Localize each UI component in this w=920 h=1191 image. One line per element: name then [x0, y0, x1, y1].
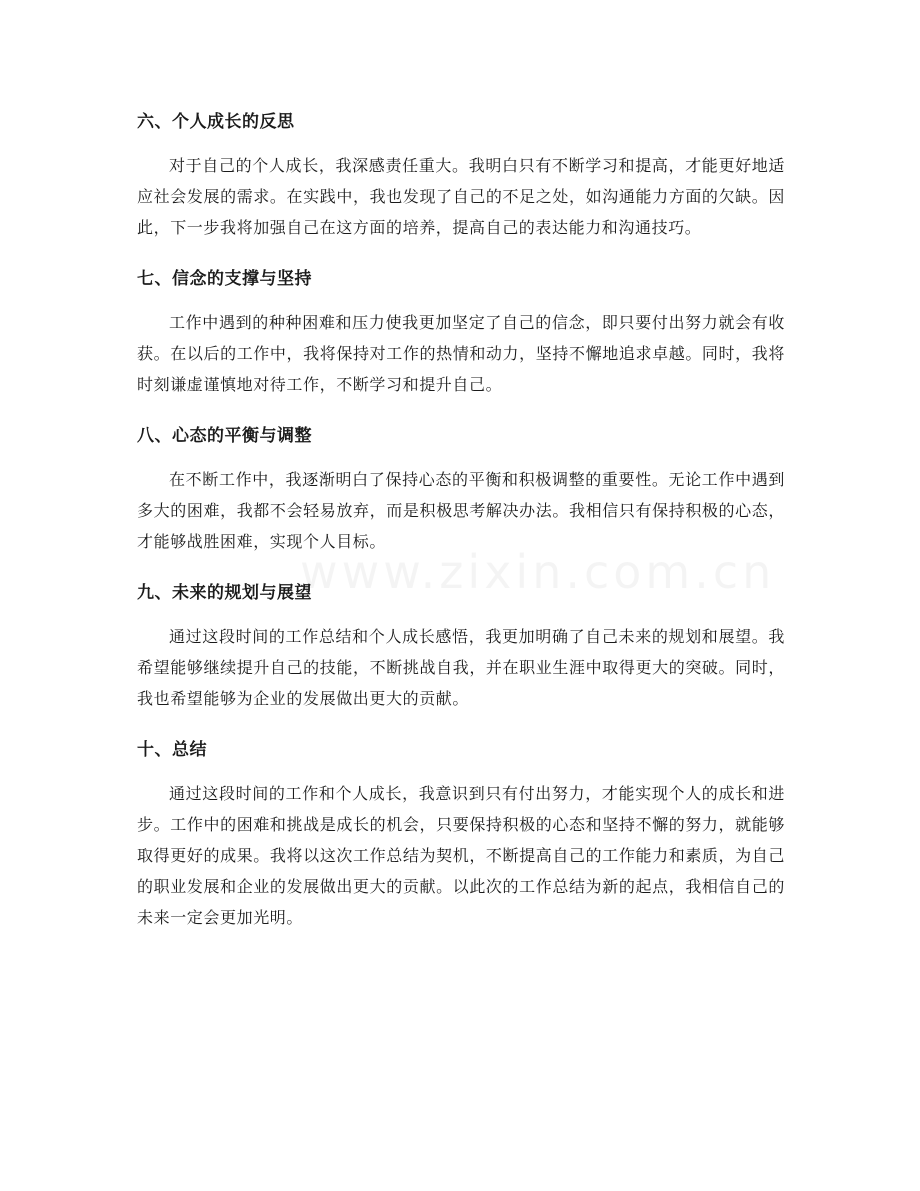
section-heading: 九、未来的规划与展望 — [137, 583, 312, 603]
section-paragraph: 对于自己的个人成长，我深感责任重大。我明白只有不断学习和提高，才能更好地适应社会发展的需求。在实践中，我也发现了自己的不足之处，如沟通能力方面的欠缺。因此，下一步我将加强自己在这方面的培养，提高自己的表达能力和沟通技巧。 — [137, 156, 785, 237]
section-heading: 八、心态的平衡与调整 — [137, 426, 312, 446]
section-paragraph: 通过这段时间的工作总结和个人成长感悟，我更加明确了自己未来的规划和展望。我希望能够继续提升自己的技能，不断挑战自我，并在职业生涯中取得更大的突破。同时，我也希望能够为企业的发展做出更大的贡献。 — [137, 627, 785, 708]
section-belief — [137, 265, 785, 400]
section-personal-growth — [137, 108, 785, 243]
section-mindset — [137, 422, 785, 557]
document-body — [137, 108, 785, 955]
section-paragraph: 通过这段时间的工作和个人成长，我意识到只有付出努力，才能实现个人的成长和进步。工作中的困难和挑战是成长的机会，只要保持积极的心态和坚持不懈的努力，就能够取得更好的成果。我将以这次工作总结为契机，不断提高自己的工作能力和素质，为自己的职业发展和企业的发展做出更大的贡献。以此次的工作总结为新的起点，我相信自己的未来一定会更加光明。 — [137, 784, 785, 927]
section-heading: 十、总结 — [137, 740, 207, 760]
section-future-plan — [137, 579, 785, 714]
section-heading: 六、个人成长的反思 — [137, 112, 295, 132]
section-paragraph: 工作中遇到的种种困难和压力使我更加坚定了自己的信念，即只要付出努力就会有收获。在以后的工作中，我将保持对工作的热情和动力，坚持不懈地追求卓越。同时，我将时刻谦虚谨慎地对待工作，不断学习和提升自己。 — [137, 313, 785, 394]
section-summary — [137, 736, 785, 933]
section-paragraph: 在不断工作中，我逐渐明白了保持心态的平衡和积极调整的重要性。无论工作中遇到多大的困难，我都不会轻易放弃，而是积极思考解决办法。我相信只有保持积极的心态，才能够战胜困难，实现个人目标。 — [137, 470, 785, 551]
section-heading: 七、信念的支撑与坚持 — [137, 269, 312, 289]
